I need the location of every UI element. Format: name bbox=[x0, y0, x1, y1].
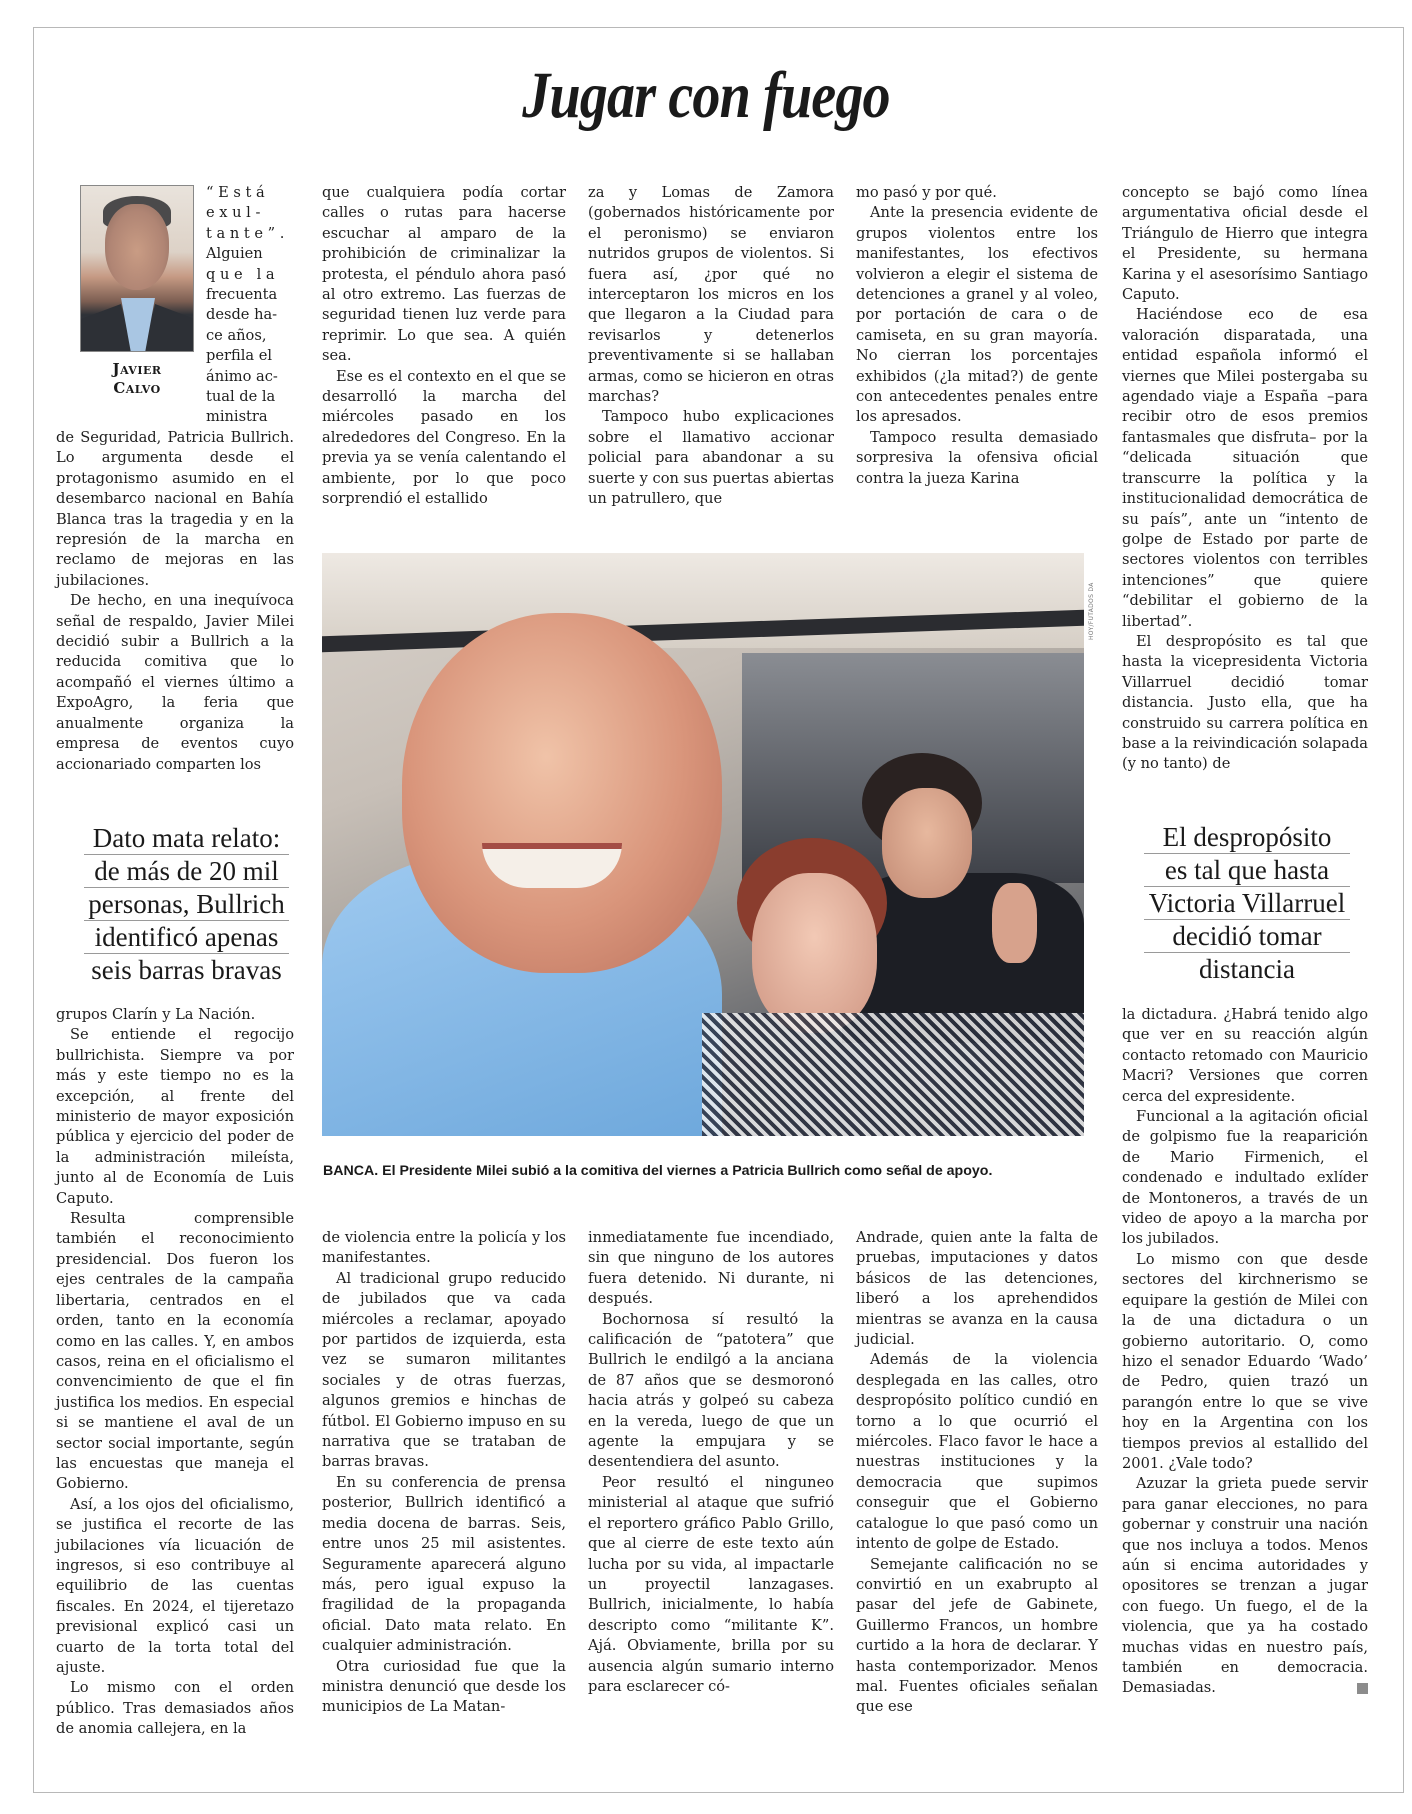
paragraph: Lo mismo con el orden público. Tras demasiados años de anomia callejera, en la bbox=[56, 1679, 294, 1738]
paragraph: de Seguridad, Patricia Bullrich. Lo argumenta desde el protagonismo asumido en el desembarco nacional en Bahía Blanca tras la tragedia y en la represión de la marcha en reclamo de mejoras en las jubilaciones. bbox=[56, 429, 294, 589]
intro-line: “ E s t á bbox=[206, 184, 265, 201]
paragraph: Peor resultó el ninguneo ministerial al ataque que sufrió el reportero gráfico Pablo Grillo, que al cierre de este texto aún lucha por su vida, al impactarle un proyectil lanzagases. Bullrich, inicialmente, lo había descripto como “militante K”. Ajá. Obviamente, brilla por su ausencia algún sumario interno para esclarecer có- bbox=[588, 1473, 834, 1695]
caption-text: El Presidente Milei subió a la comitiva del viernes a Patricia Bullrich como señal de apoyo. bbox=[378, 1163, 993, 1179]
article-title: Jugar con fuego bbox=[522, 59, 890, 132]
paragraph: de violencia entre la policía y los manifestantes. bbox=[322, 1229, 566, 1267]
column-5-bottom bbox=[1122, 1005, 1368, 1699]
intro-line: q u e l a bbox=[206, 265, 275, 283]
intro-line: frecuenta bbox=[206, 286, 278, 304]
paragraph: En su conferencia de prensa posterior, Bullrich identificó a media docena de barras. Seis, entre unos 25 mil asistentes. Seguramente aparecerá alguno más, pero igual expuso la fragilidad de la propaganda oficial. Dato mata relato. En cualquier administración. bbox=[322, 1473, 566, 1655]
paragraph: Así, a los ojos del oficialismo, se justifica el recorte de las jubilaciones vía licuación de ingresos, si eso contribuye al equilibrio de las cuentas fiscales. En 2024, el tijeretazo previsional explicó casi un cuarto de la torta total del ajuste. bbox=[56, 1495, 294, 1676]
intro-line: perfila el bbox=[206, 347, 272, 365]
pullquote-line: identificó apenas bbox=[84, 921, 289, 954]
paragraph: mo pasó y por qué. bbox=[856, 184, 997, 201]
intro-line: desde ha- bbox=[206, 306, 278, 324]
column-5-top bbox=[1122, 183, 1368, 775]
end-of-article-icon bbox=[1357, 1683, 1368, 1694]
intro-line: e x u l - bbox=[206, 204, 261, 222]
paragraph: Tampoco hubo explicaciones sobre el llamativo accionar policial para abandonar a su suerte y con sus puertas abiertas un patrullero, que bbox=[588, 408, 834, 508]
intro-line: ministra bbox=[206, 408, 268, 426]
column-1-bottom bbox=[56, 1005, 294, 1740]
paragraph: que cualquiera podía cortar calles o rutas para hacerse escuchar al amparo de la prohibición de criminalizar la protesta, el péndulo ahora pasó al otro extremo. Las fuerzas de seguridad tienen luz verde para reprimir. Lo que sea. A quién sea. bbox=[322, 184, 566, 365]
pullquote-2 bbox=[1144, 821, 1350, 985]
pullquote-line: seis barras bravas bbox=[91, 955, 282, 985]
column-4-bottom bbox=[856, 1228, 1098, 1718]
paragraph-text: Azuzar la grieta puede servir para ganar elecciones, no para gobernar y construir una nación que nos incluya a todos. Menos aún si encima autoridades y opositores se trenzan a jugar con fuego. Un fuego, el de la violencia, que ya ha costado muchas vidas en nuestro país, también en democracia. Demasiadas. bbox=[1122, 1475, 1368, 1697]
pullquote-line: de más de 20 mil bbox=[84, 855, 289, 888]
column-1-top bbox=[56, 428, 294, 775]
pullquote-line: Dato mata relato: bbox=[84, 822, 289, 855]
author-first-name: Javier bbox=[112, 360, 162, 378]
paragraph: Lo mismo con que desde sectores del kirchnerismo se equipare la gestión de Milei con la de una dictadura o un gobierno autoritario. O, como hizo el senador Eduardo ‘Wado’ de Pedro, quien trazó un parangón entre lo que se vive hoy en la Argentina con los tiempos previos al estallido del 2001. ¿Vale todo? bbox=[1122, 1250, 1368, 1472]
column-4-top bbox=[856, 183, 1098, 489]
paragraph: Ante la presencia evidente de grupos violentos entre los manifestantes, los efectivos volvieron a elegir el sistema de detenciones a granel y al voleo, por portación de cara o de camiseta, en su gran mayoría. No cierran los porcentajes exhibidos (¿la mitad?) de gente con antecedentes penales entre los apresados. bbox=[856, 204, 1098, 426]
intro-line: Alguien bbox=[206, 245, 263, 263]
paragraph bbox=[1122, 1474, 1368, 1698]
paragraph: Bochornosa sí resultó la calificación de “patotera” que Bullrich le endilgó a la anciana de 87 años que se desmoronó hacia atrás y golpeó su cabeza en la vereda, luego de que un agente la empujara y se desentendiera del asunto. bbox=[588, 1310, 834, 1471]
paragraph: Tampoco resulta demasiado sorpresiva la ofensiva oficial contra la jueza Karina bbox=[856, 428, 1098, 487]
paragraph: Ese es el contexto en el que se desarrolló la marcha del miércoles pasado en los alrededores del Congreso. En la previa ya se venía calentando el ambiente, por lo que poco sorprendió el estallido bbox=[322, 367, 566, 508]
paragraph: Haciéndose eco de esa valoración disparatada, una entidad española informó el viernes que Milei postergaba su agendado viaje a España –para recibir otro de esos premios fantasmales que disfruta– por la “delicada situación que transcurre la política y la institucionalidad democrática de su país”, ante un “intento de golpe de Estado por parte de sectores violentos con terribles intenciones” que quiere “debilitar el gobierno de la libertad”. bbox=[1122, 306, 1368, 630]
pullquote-line: decidió tomar bbox=[1144, 920, 1350, 953]
paragraph: Funcional a la agitación oficial de golpismo fue la reaparición de Mario Firmenich, el condenado e indultado exlíder de Montoneros, a través de un video de apoyo a la marcha por los jubilados. bbox=[1122, 1108, 1368, 1248]
paragraph: Se entiende el regocijo bullrichista. Siempre va por más y este tiempo no es la excepción, al frente del ministerio de mayor exposición pública y ejercicio del poder de la administración mileísta, junto al de Economía de Luis Caputo. bbox=[56, 1026, 294, 1207]
pullquote-line: distancia bbox=[1199, 954, 1295, 984]
pullquote-line: El despropósito bbox=[1144, 821, 1350, 854]
column-3-top bbox=[588, 183, 834, 510]
author-byline bbox=[80, 360, 194, 398]
paragraph: Además de la violencia desplegada en las calles, otro despropósito político cundió en torno a lo que ocurrió el miércoles. Flaco favor le hace a nuestras instituciones y la democracia que supimos conseguir que el Gobierno catalogue lo que pasó como un intento de golpe de Estado. bbox=[856, 1351, 1098, 1553]
column-2-top bbox=[322, 183, 566, 510]
intro-line: tual de la bbox=[206, 388, 276, 406]
intro-line: ce años, bbox=[206, 326, 267, 344]
author-last-name: Calvo bbox=[113, 379, 161, 397]
paragraph: Otra curiosidad fue que la ministra denunció que desde los municipios de La Matan- bbox=[322, 1657, 566, 1716]
paragraph: za y Lomas de Zamora (gobernados históricamente por el peronismo) se enviaron nutridos grupos de violentos. Si fuera así, ¿por qué no interceptaron los micros en los que llegaron a la Ciudad para revisarlos y detenerlos preventivamente si se hallaban armas, como se hicieron en otras marchas? bbox=[588, 184, 834, 406]
column-2-bottom bbox=[322, 1228, 566, 1718]
pullquote-line: es tal que hasta bbox=[1144, 854, 1350, 887]
paragraph: Semejante calificación no se convirtió en un exabrupto al pasar del jefe de Gabinete, Guillermo Francos, un hombre curtido a la hora de declarar. Y hasta contemporizador. Menos mal. Fuentes oficiales señalan que ese bbox=[856, 1555, 1098, 1716]
paragraph: la dictadura. ¿Habrá tenido algo que ver en su reacción algún contacto retomado con Mauricio Macri? Versiones que corren cerca del expresidente. bbox=[1122, 1006, 1368, 1105]
intro-line: ánimo ac- bbox=[206, 367, 278, 385]
article-photo bbox=[322, 553, 1084, 1136]
paragraph: grupos Clarín y La Nación. bbox=[56, 1006, 256, 1023]
paragraph: Andrade, quien ante la falta de pruebas, imputaciones y datos básicos de las detenciones, liberó a los aprehendidos mientras se avanza en la causa judicial. bbox=[856, 1229, 1098, 1349]
paragraph: Resulta comprensible también el reconocimiento presidencial. Dos fueron los ejes centrales de la campaña libertaria, centrados en el orden, tanto en la economía como en las calles. Y, en ambos casos, reina en el oficialismo el convencimiento de que el fin justifica los medios. En especial si se mantiene el aval de un sector social importante, según las encuestas que maneja el Gobierno. bbox=[56, 1210, 294, 1493]
paragraph: inmediatamente fue incendiado, sin que ninguno de los autores fuera detenido. Ni durante, ni después. bbox=[588, 1229, 834, 1308]
paragraph: concepto se bajó como línea argumentativa oficial desde el Triángulo de Hierro que integra el Presidente, su hermana Karina y el asesorísimo Santiago Caputo. bbox=[1122, 184, 1368, 304]
pullquote-line: Victoria Villarruel bbox=[1144, 887, 1350, 920]
caption-lead: BANCA. bbox=[323, 1163, 379, 1179]
column-1-intro bbox=[206, 183, 296, 428]
author-photo bbox=[80, 185, 194, 352]
paragraph: Al tradicional grupo reducido de jubilados que va cada miércoles a reclamar, apoyado por partidos de izquierda, esta vez se sumaron militantes sociales y de otras fuerzas, algunos gremios e hinchas de fútbol. El Gobierno impuso en su narrativa que se trataban de barras bravas. bbox=[322, 1269, 566, 1471]
pullquote-line: personas, Bullrich bbox=[84, 888, 289, 921]
paragraph: El despropósito es tal que hasta la vicepresidenta Victoria Villarruel decidió tomar distancia. Justo ella, que ha construido su carrera política en base a la reivindicación solapada (y no tanto) de bbox=[1122, 632, 1368, 773]
paragraph: De hecho, en una inequívoca señal de respaldo, Javier Milei decidió subir a Bullrich a la reducida comitiva que lo acompañó el viernes último a ExpoAgro, la feria que anualmente organiza la empresa de eventos cuyo accionariado comparten los bbox=[56, 592, 294, 773]
column-3-bottom bbox=[588, 1228, 834, 1697]
photo-caption bbox=[323, 1163, 1093, 1179]
intro-line: t a n t e ” . bbox=[206, 224, 285, 242]
pullquote-1 bbox=[84, 822, 289, 986]
photo-credit: HOY/FUTADOS DA bbox=[1088, 582, 1095, 640]
